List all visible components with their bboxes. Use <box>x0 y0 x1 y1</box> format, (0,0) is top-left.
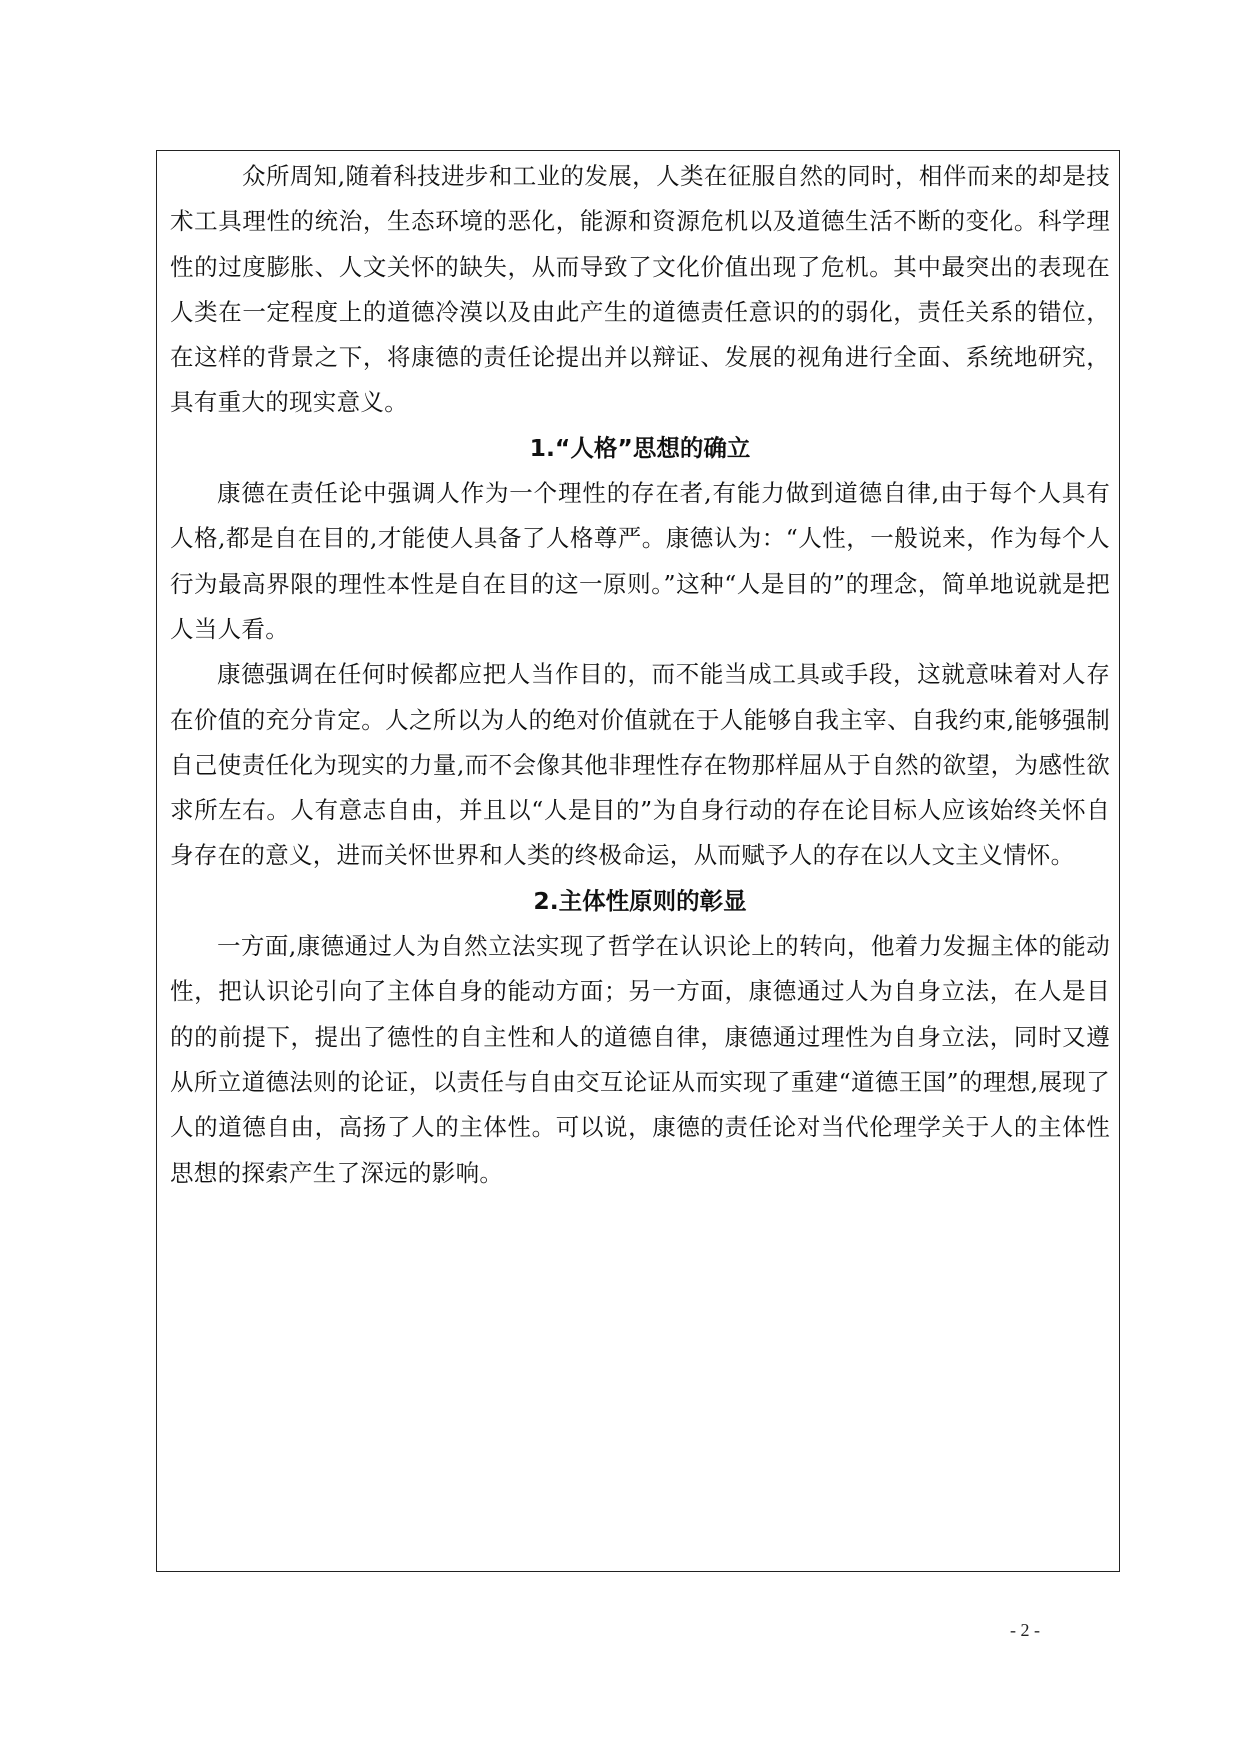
section-1-paragraph-1: 康德在责任论中强调人作为一个理性的存在者,有能力做到道德自律,由于每个人具有人格,都是自在目的,才能使人具备了人格尊严。康德认为：“人性，一般说来，作为每个人行为最高界限的理性本性是自在目的这一原则。”这种“人是目的”的理念，简单地说就是把人当人看。 <box>170 479 1110 643</box>
intro-paragraph: 众所周知,随着科技进步和工业的发展，人类在征服自然的同时，相伴而来的却是技术工具理性的统治，生态环境的恶化，能源和资源危机以及道德生活不断的变化。科学理性的过度膨胀、人文关怀的缺失，从而导致了文化价值出现了危机。其中最突出的表现在人类在一定程度上的道德冷漠以及由此产生的道德责任意识的的弱化，责任关系的错位，在这样的背景之下，将康德的责任论提出并以辩证、发展的视角进行全面、系统地研究，具有重大的现实意义。 <box>170 162 1110 417</box>
section-heading-1: 1.“人格”思想的确立 <box>529 433 751 462</box>
section-heading-2: 2.主体性原则的彰显 <box>533 886 747 915</box>
document-body <box>170 154 1110 1196</box>
section-2-paragraph-1: 一方面,康德通过人为自然立法实现了哲学在认识论上的转向，他着力发掘主体的能动性，把认识论引向了主体自身的能动方面；另一方面，康德通过人为自身立法，在人是目的的前提下，提出了德性的自主性和人的道德自律，康德通过理性为自身立法，同时又遵从所立道德法则的论证，以责任与自由交互论证从而实现了重建“道德王国”的理想,展现了人的道德自由，高扬了人的主体性。可以说，康德的责任论对当代伦理学关于人的主体性思想的探索产生了深远的影响。 <box>170 932 1110 1187</box>
section-1-paragraph-2: 康德强调在任何时候都应把人当作目的，而不能当成工具或手段，这就意味着对人存在价值的充分肯定。人之所以为人的绝对价值就在于人能够自我主宰、自我约束,能够强制自己使责任化为现实的力量,而不会像其他非理性存在物那样屈从于自然的欲望，为感性欲求所左右。人有意志自由，并且以“人是目的”为自身行动的存在论目标人应该始终关怀自身存在的意义，进而关怀世界和人类的终极命运，从而赋予人的存在以人文主义情怀。 <box>170 660 1110 870</box>
page-number: - 2 - <box>1010 1620 1040 1640</box>
